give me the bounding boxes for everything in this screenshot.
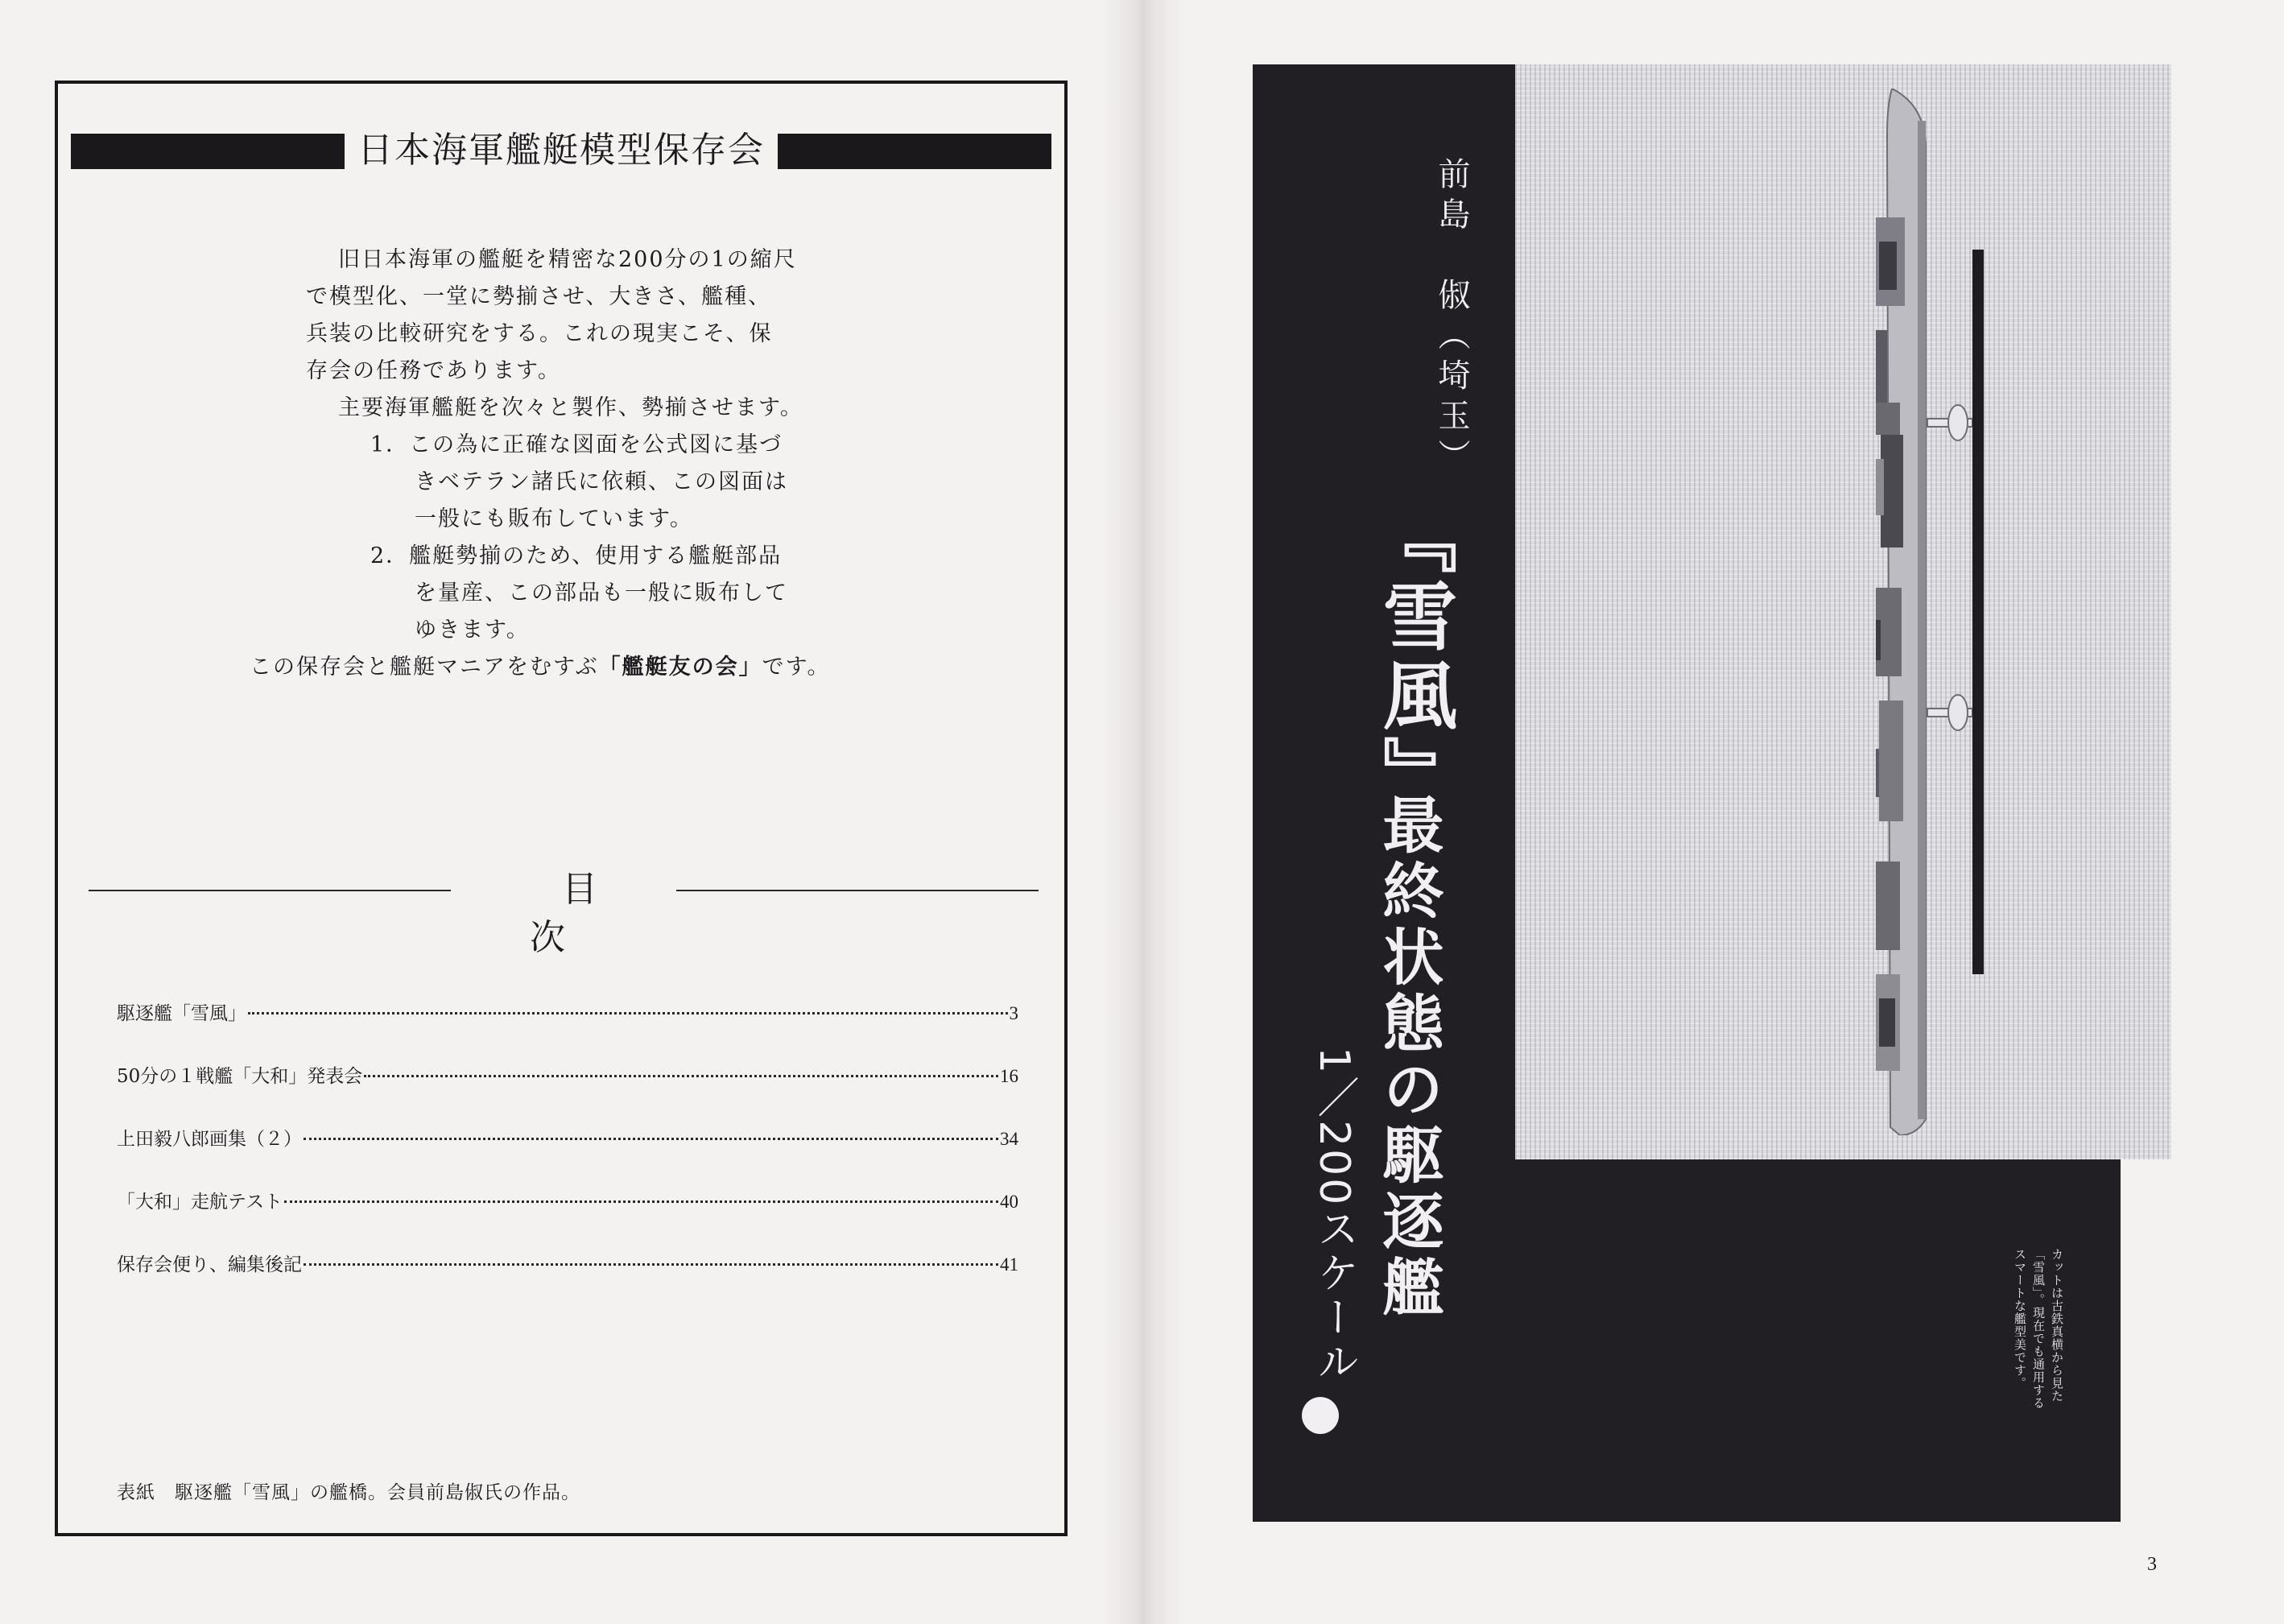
closing-prefix: この保存会と艦艇マニアをむすぶ xyxy=(250,655,599,680)
intro-line: 兵装の比較研究をする。これの現実こそ、保 xyxy=(306,321,773,346)
intro-closing-line xyxy=(250,649,918,686)
intro-line: 旧日本海軍の艦艇を精密な200分の1の縮尺 xyxy=(338,247,797,272)
header-bar-left xyxy=(71,134,345,169)
article-title: 最終状態の駆逐艦 xyxy=(1373,793,1444,1321)
photo-caption xyxy=(2009,1248,2065,1410)
toc-entry-title: 50分の１戦艦「大和」発表会 xyxy=(117,1066,363,1087)
toc-entry[interactable] xyxy=(117,1250,1018,1312)
toc-entry[interactable] xyxy=(117,1187,1018,1250)
intro-line: ゆきます。 xyxy=(415,618,530,643)
intro-line: を量産、この部品も一般に販布して xyxy=(415,581,788,605)
toc-leader-dots xyxy=(304,1138,998,1140)
bullet-dot-icon xyxy=(1302,1397,1339,1434)
page-gutter xyxy=(1103,0,1183,1624)
toc-entry[interactable] xyxy=(117,1061,1018,1124)
intro-text xyxy=(250,242,918,686)
toc-entry[interactable] xyxy=(117,998,1018,1061)
toc-leader-dots xyxy=(364,1075,998,1077)
header-bar-right xyxy=(778,134,1051,169)
toc-entry-page: 41 xyxy=(1000,1254,1018,1275)
toc-entry-page: 40 xyxy=(1000,1192,1018,1212)
intro-line: 主要海軍艦艇を次々と製作、勢揃させます。 xyxy=(338,395,803,420)
intro-line: 2．艦艇勢揃のため、使用する艦艇部品 xyxy=(370,543,783,568)
closing-bold: 「艦艇友の会」 xyxy=(598,655,762,680)
author-credit: 前島 俶（埼玉） xyxy=(1433,157,1470,479)
toc-header xyxy=(89,866,1039,958)
toc-entry-title: 「大和」走航テスト xyxy=(117,1192,283,1213)
page-number: 3 xyxy=(2147,1554,2157,1575)
intro-line: きベテラン諸氏に依頼、この図面は xyxy=(415,469,788,494)
society-header xyxy=(71,127,1051,174)
toc-leader-dots xyxy=(304,1263,998,1266)
toc-entry-title: 保存会便り、編集後記 xyxy=(117,1254,302,1275)
toc-leader-dots xyxy=(284,1200,998,1203)
toc-rule-left xyxy=(89,890,451,891)
caption-line: カットは古鉄真横から見た xyxy=(2050,1248,2064,1403)
toc-entry-page: 34 xyxy=(1000,1129,1018,1149)
intro-line: 存会の任務であります。 xyxy=(306,358,561,383)
toc-entry[interactable] xyxy=(117,1124,1018,1187)
toc-entry-page: 16 xyxy=(1000,1066,1018,1086)
caption-line: スマートな艦型美です。 xyxy=(2013,1248,2027,1390)
caption-line: 「雪風」。現在でも通用する xyxy=(2031,1248,2046,1410)
toc-entry-title: 駆逐艦「雪風」 xyxy=(117,1003,246,1024)
toc-rule-right xyxy=(676,890,1039,891)
intro-line: で模型化、一堂に勢揃させ、大きさ、艦種、 xyxy=(306,284,772,309)
toc-leader-dots xyxy=(248,1012,1008,1014)
ship-name-title: 『雪風』 xyxy=(1371,499,1457,815)
toc-entry-title: 上田毅八郎画集（２） xyxy=(117,1129,302,1150)
cover-note: 表紙 駆逐艦「雪風」の艦橋。会員前島俶氏の作品。 xyxy=(117,1482,580,1503)
toc-entry-page: 3 xyxy=(1009,1003,1018,1023)
scale-subtitle: 1／200スケール xyxy=(1310,1047,1358,1385)
society-title: 日本海軍艦艇模型保存会 xyxy=(357,130,765,171)
toc-title: 目次 xyxy=(530,869,662,958)
closing-suffix: です。 xyxy=(762,655,831,680)
toc-list xyxy=(117,998,1018,1312)
intro-line: 一般にも販布しています。 xyxy=(415,506,693,531)
intro-line: 1．この為に正確な図面を公式図に基づ xyxy=(370,432,783,457)
destroyer-model-image xyxy=(1876,89,2101,1135)
